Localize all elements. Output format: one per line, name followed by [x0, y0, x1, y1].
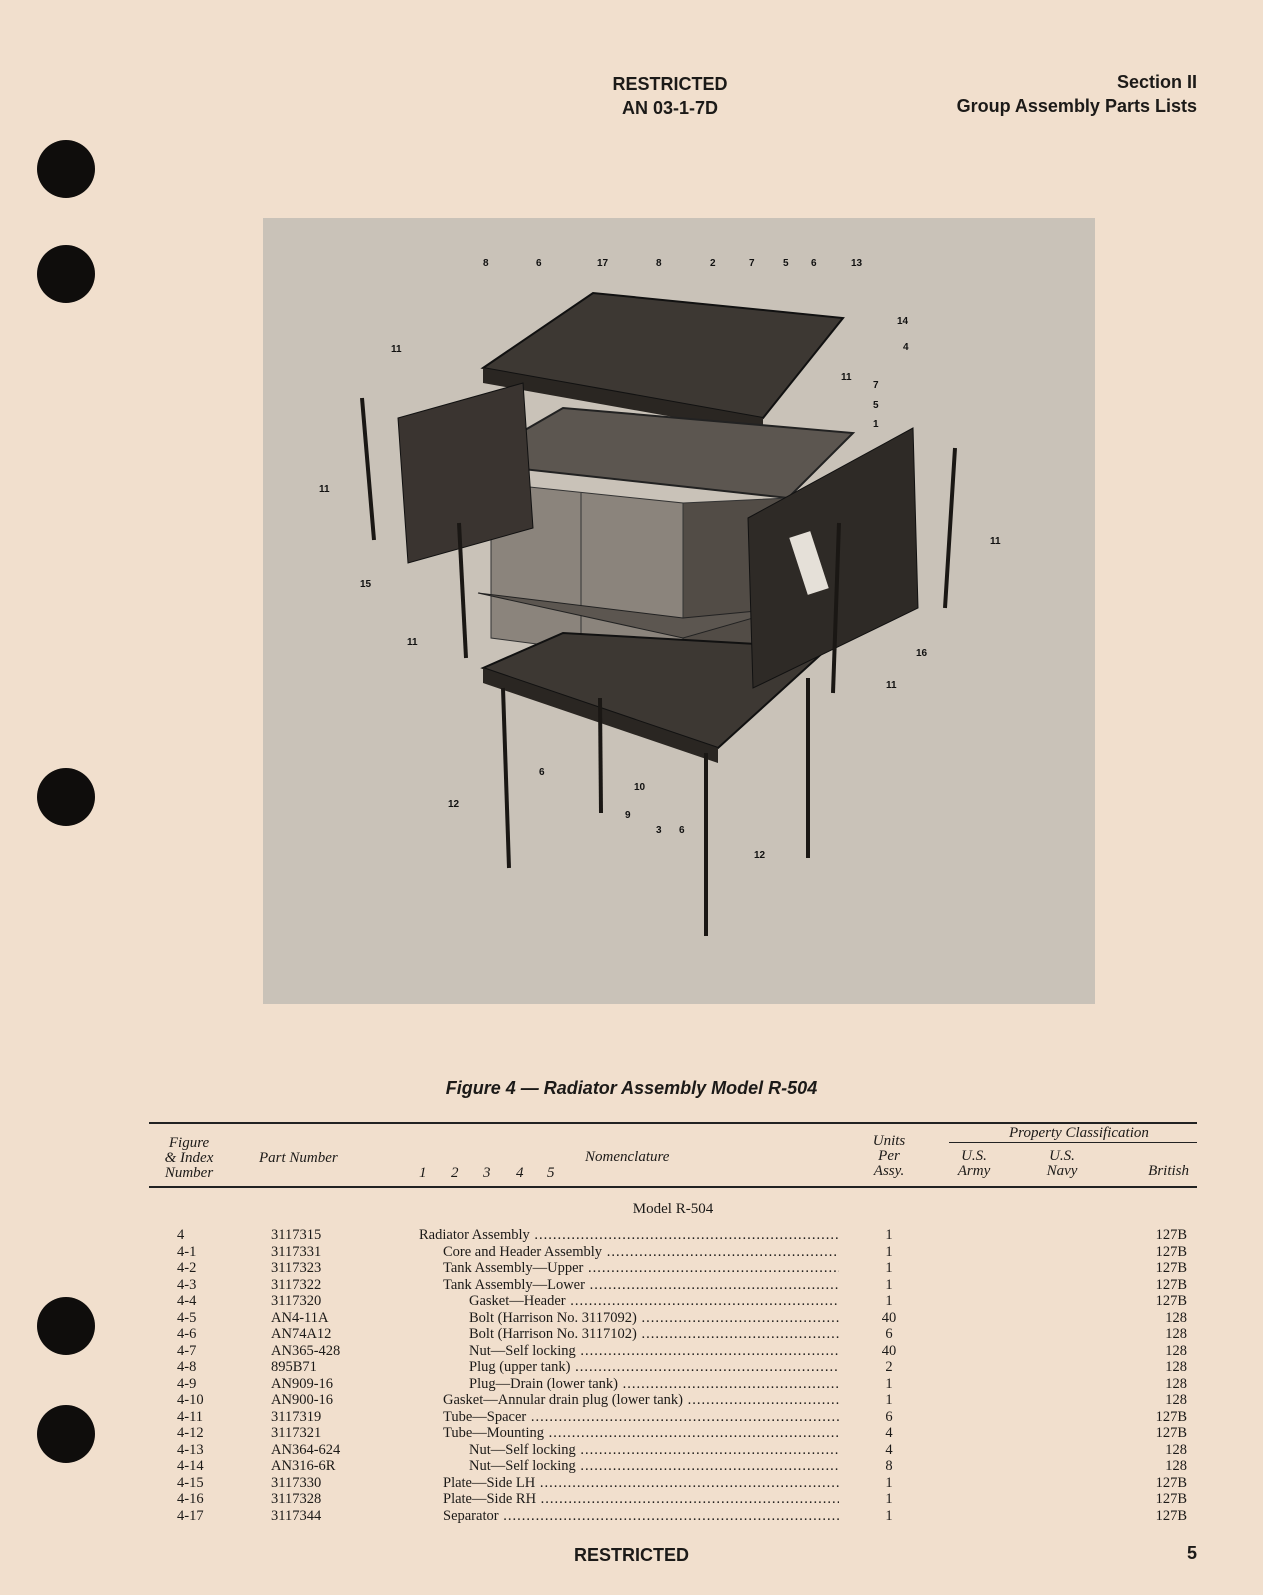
part-number-cell: 3117330 — [271, 1474, 322, 1491]
nomenclature-cell: Radiator Assembly ..... — [419, 1227, 839, 1243]
header-us-navy — [1037, 1149, 1087, 1179]
part-number-cell: 3117323 — [271, 1260, 322, 1276]
callout-label: 1 — [873, 419, 879, 430]
figure-index-cell: 4 — [177, 1227, 185, 1243]
units-cell: 1 — [885, 1507, 893, 1524]
binder-hole — [37, 140, 95, 198]
british-class-cell: 127B — [1155, 1276, 1187, 1293]
table-row — [149, 1227, 1197, 1243]
units-cell: 4 — [885, 1425, 893, 1441]
table-row — [149, 1475, 1197, 1491]
indent-level: 2 — [451, 1165, 459, 1181]
units-cell: 6 — [885, 1408, 893, 1425]
indent-level: 5 — [547, 1165, 555, 1181]
figure-index-cell: 4-6 — [177, 1326, 197, 1342]
nomenclature-cell: Plug (upper tank) ..... — [469, 1359, 839, 1375]
page-number: 5 — [1186, 1543, 1197, 1563]
callout-label: 9 — [625, 810, 631, 821]
british-class-cell: 128 — [1165, 1392, 1187, 1408]
part-number-cell: 3117319 — [271, 1408, 322, 1425]
callout-label: 15 — [360, 579, 372, 590]
figure-index-cell: 4-15 — [177, 1474, 204, 1491]
table-row — [149, 1244, 1197, 1260]
british-class-cell: 128 — [1165, 1375, 1187, 1392]
part-number-cell: 3117320 — [271, 1293, 322, 1309]
header-us-army — [949, 1149, 999, 1179]
callout-label: 6 — [811, 258, 817, 269]
british-class-cell: 128 — [1165, 1342, 1187, 1359]
figure-index-cell: 4-11 — [177, 1408, 204, 1425]
callout-label: 11 — [841, 372, 852, 383]
part-number-cell: AN364-624 — [271, 1441, 341, 1458]
figure-index-cell: 4-3 — [177, 1276, 197, 1293]
callout-label: 16 — [916, 648, 928, 659]
units-cell: 1 — [885, 1260, 893, 1276]
callout-label: 6 — [536, 258, 542, 269]
british-class-cell: 128 — [1165, 1359, 1187, 1375]
nomenclature-cell: Gasket—Header ..... — [469, 1293, 839, 1309]
part-number-cell: AN316-6R — [271, 1458, 336, 1474]
header-property-classification: Property Classification — [1009, 1125, 1149, 1141]
british-class-cell: 127B — [1155, 1474, 1187, 1491]
callout-label: 14 — [897, 316, 909, 327]
figure-index-cell: 4-8 — [177, 1359, 197, 1375]
units-cell: 1 — [885, 1375, 893, 1392]
part-number-cell: AN900-16 — [271, 1392, 334, 1408]
nomenclature-cell: Tank Assembly—Upper ..... — [443, 1260, 839, 1276]
units-cell: 4 — [885, 1441, 893, 1458]
part-number-cell: AN909-16 — [271, 1375, 334, 1392]
nomenclature-cell: Separator ..... — [443, 1508, 839, 1524]
header-figure-index — [159, 1136, 219, 1181]
part-number-cell: AN74A12 — [271, 1326, 332, 1342]
callout-label: 3 — [656, 825, 662, 836]
header-units — [859, 1134, 919, 1179]
units-cell: 1 — [885, 1491, 893, 1507]
callout-label: 8 — [656, 258, 662, 269]
header-line: U.S. — [961, 1148, 987, 1164]
units-cell: 1 — [885, 1276, 893, 1293]
british-class-cell: 127B — [1155, 1243, 1187, 1260]
callout-label: 12 — [754, 850, 766, 861]
header-nomenclature: Nomenclature — [585, 1149, 670, 1165]
nomenclature-cell: Bolt (Harrison No. 3117092) ..... — [469, 1310, 839, 1326]
callout-label: 6 — [679, 825, 685, 836]
part-number-cell: AN4-11A — [271, 1309, 329, 1326]
header-line: Per — [878, 1148, 900, 1164]
page-header-center — [560, 72, 780, 120]
nomenclature-cell: Gasket—Annular drain plug (lower tank) ..... — [443, 1392, 839, 1408]
british-class-cell: 128 — [1165, 1458, 1187, 1474]
part-number-cell: 3117328 — [271, 1491, 322, 1507]
callout-label: 11 — [391, 344, 402, 355]
callout-label: 7 — [749, 258, 755, 269]
callout-label: 17 — [597, 258, 609, 269]
figure-index-cell: 4-7 — [177, 1342, 197, 1359]
table-row — [149, 1310, 1197, 1326]
british-class-cell: 128 — [1165, 1441, 1187, 1458]
figure-index-cell: 4-4 — [177, 1293, 197, 1309]
indent-level: 4 — [516, 1165, 524, 1181]
table-row — [149, 1458, 1197, 1474]
units-cell: 2 — [885, 1359, 893, 1375]
table-row — [149, 1508, 1197, 1524]
header-line: Figure — [168, 1135, 210, 1151]
table-row — [149, 1392, 1197, 1408]
nomenclature-cell: Tube—Spacer ..... — [443, 1409, 839, 1425]
units-cell: 1 — [885, 1474, 893, 1491]
british-class-cell: 128 — [1165, 1309, 1187, 1326]
figure-index-cell: 4-2 — [177, 1260, 197, 1276]
part-number-cell: AN365-428 — [271, 1342, 341, 1359]
callout-label: 11 — [990, 536, 1001, 547]
units-cell: 40 — [881, 1342, 897, 1359]
callout-label: 5 — [783, 258, 789, 269]
callout-label: 4 — [903, 342, 909, 353]
table-row — [149, 1343, 1197, 1359]
callout-label: 5 — [873, 400, 879, 411]
indent-level: 1 — [419, 1165, 427, 1181]
radiator-drawing — [263, 218, 1095, 1004]
british-class-cell: 127B — [1155, 1293, 1187, 1309]
british-class-cell: 127B — [1155, 1227, 1187, 1243]
binder-hole — [37, 245, 95, 303]
units-cell: 1 — [885, 1243, 893, 1260]
nomenclature-cell: Plate—Side RH ..... — [443, 1491, 839, 1507]
binder-hole — [37, 768, 95, 826]
table-row — [149, 1409, 1197, 1425]
british-class-cell: 127B — [1155, 1408, 1187, 1425]
british-class-cell: 127B — [1155, 1425, 1187, 1441]
units-cell: 8 — [885, 1458, 893, 1474]
units-cell: 40 — [881, 1309, 897, 1326]
figure-index-cell: 4-14 — [177, 1458, 204, 1474]
callout-label: 13 — [851, 258, 863, 269]
callout-label: 11 — [886, 680, 897, 691]
header-line: Navy — [1046, 1163, 1078, 1179]
upper-tank-shape — [483, 293, 843, 418]
table-row — [149, 1359, 1197, 1375]
part-number-cell: 895B71 — [271, 1359, 317, 1375]
header-line: U.S. — [1049, 1148, 1075, 1164]
header-part-number: Part Number — [259, 1150, 338, 1166]
callout-label: 11 — [319, 484, 330, 495]
figure-index-cell: 4-13 — [177, 1441, 204, 1458]
part-number-cell: 3117331 — [271, 1243, 322, 1260]
nomenclature-cell: Core and Header Assembly ..... — [443, 1244, 839, 1260]
part-number-cell: 3117322 — [271, 1276, 322, 1293]
nomenclature-cell: Nut—Self locking ..... — [469, 1442, 839, 1458]
table-row — [149, 1293, 1197, 1309]
units-cell: 1 — [885, 1293, 893, 1309]
header-line: Units — [872, 1133, 906, 1149]
document-number: AN 03-1-7D — [621, 98, 719, 118]
figure-index-cell: 4-9 — [177, 1375, 197, 1392]
section-title: Group Assembly Parts Lists — [956, 96, 1197, 116]
figure-index-cell: 4-16 — [177, 1491, 204, 1507]
callout-label: 10 — [634, 782, 646, 793]
table-row — [149, 1425, 1197, 1441]
nomenclature-cell: Nut—Self locking ..... — [469, 1343, 839, 1359]
units-cell: 1 — [885, 1392, 893, 1408]
table-row — [149, 1442, 1197, 1458]
model-heading: Model R-504 — [632, 1201, 714, 1217]
nomenclature-cell: Bolt (Harrison No. 3117102) ..... — [469, 1326, 839, 1342]
footer-classification: RESTRICTED — [573, 1545, 689, 1565]
callout-label: 2 — [710, 258, 716, 269]
nomenclature-cell: Tube—Mounting ..... — [443, 1425, 839, 1441]
binder-hole — [37, 1405, 95, 1463]
table-top-rule — [149, 1122, 1197, 1124]
part-number-cell: 3117321 — [271, 1425, 322, 1441]
table-row — [149, 1376, 1197, 1392]
callout-label: 8 — [483, 258, 489, 269]
part-number-cell: 3117315 — [271, 1227, 322, 1243]
table-row — [149, 1491, 1197, 1507]
callout-label: 6 — [539, 767, 545, 778]
indent-level: 3 — [483, 1165, 491, 1181]
table-row — [149, 1277, 1197, 1293]
callout-label: 7 — [873, 380, 879, 391]
figure-index-cell: 4-5 — [177, 1309, 197, 1326]
header-line: Number — [164, 1165, 214, 1181]
nomenclature-cell: Nut—Self locking ..... — [469, 1458, 839, 1474]
figure-index-cell: 4-10 — [177, 1392, 204, 1408]
header-line: Army — [957, 1163, 991, 1179]
header-line: Assy. — [873, 1163, 905, 1179]
table-header-rule — [149, 1186, 1197, 1188]
page-header-right — [957, 70, 1197, 118]
table-row — [149, 1260, 1197, 1276]
header-line: & Index — [164, 1150, 214, 1166]
callout-label: 11 — [407, 637, 418, 648]
callout-label: 12 — [448, 799, 460, 810]
nomenclature-cell: Tank Assembly—Lower ..... — [443, 1277, 839, 1293]
binder-hole — [37, 1297, 95, 1355]
figure-index-cell: 4-12 — [177, 1425, 204, 1441]
units-cell: 6 — [885, 1326, 893, 1342]
british-class-cell: 127B — [1155, 1507, 1187, 1524]
british-class-cell: 127B — [1155, 1491, 1187, 1507]
radiator-illustration — [263, 218, 1095, 1004]
header-british: British — [1148, 1163, 1189, 1179]
classification-label: RESTRICTED — [612, 74, 728, 94]
british-class-cell: 127B — [1155, 1260, 1187, 1276]
header-subrule — [949, 1142, 1197, 1143]
section-label: Section II — [1116, 72, 1197, 92]
figure-caption: Figure 4 — Radiator Assembly Model R-504 — [445, 1078, 818, 1098]
units-cell: 1 — [885, 1227, 893, 1243]
nomenclature-cell: Plate—Side LH ..... — [443, 1475, 839, 1491]
figure-index-cell: 4-1 — [177, 1243, 197, 1260]
nomenclature-cell: Plug—Drain (lower tank) ..... — [469, 1376, 839, 1392]
figure-index-cell: 4-17 — [177, 1507, 204, 1524]
british-class-cell: 128 — [1165, 1326, 1187, 1342]
table-row — [149, 1326, 1197, 1342]
part-number-cell: 3117344 — [271, 1507, 322, 1524]
